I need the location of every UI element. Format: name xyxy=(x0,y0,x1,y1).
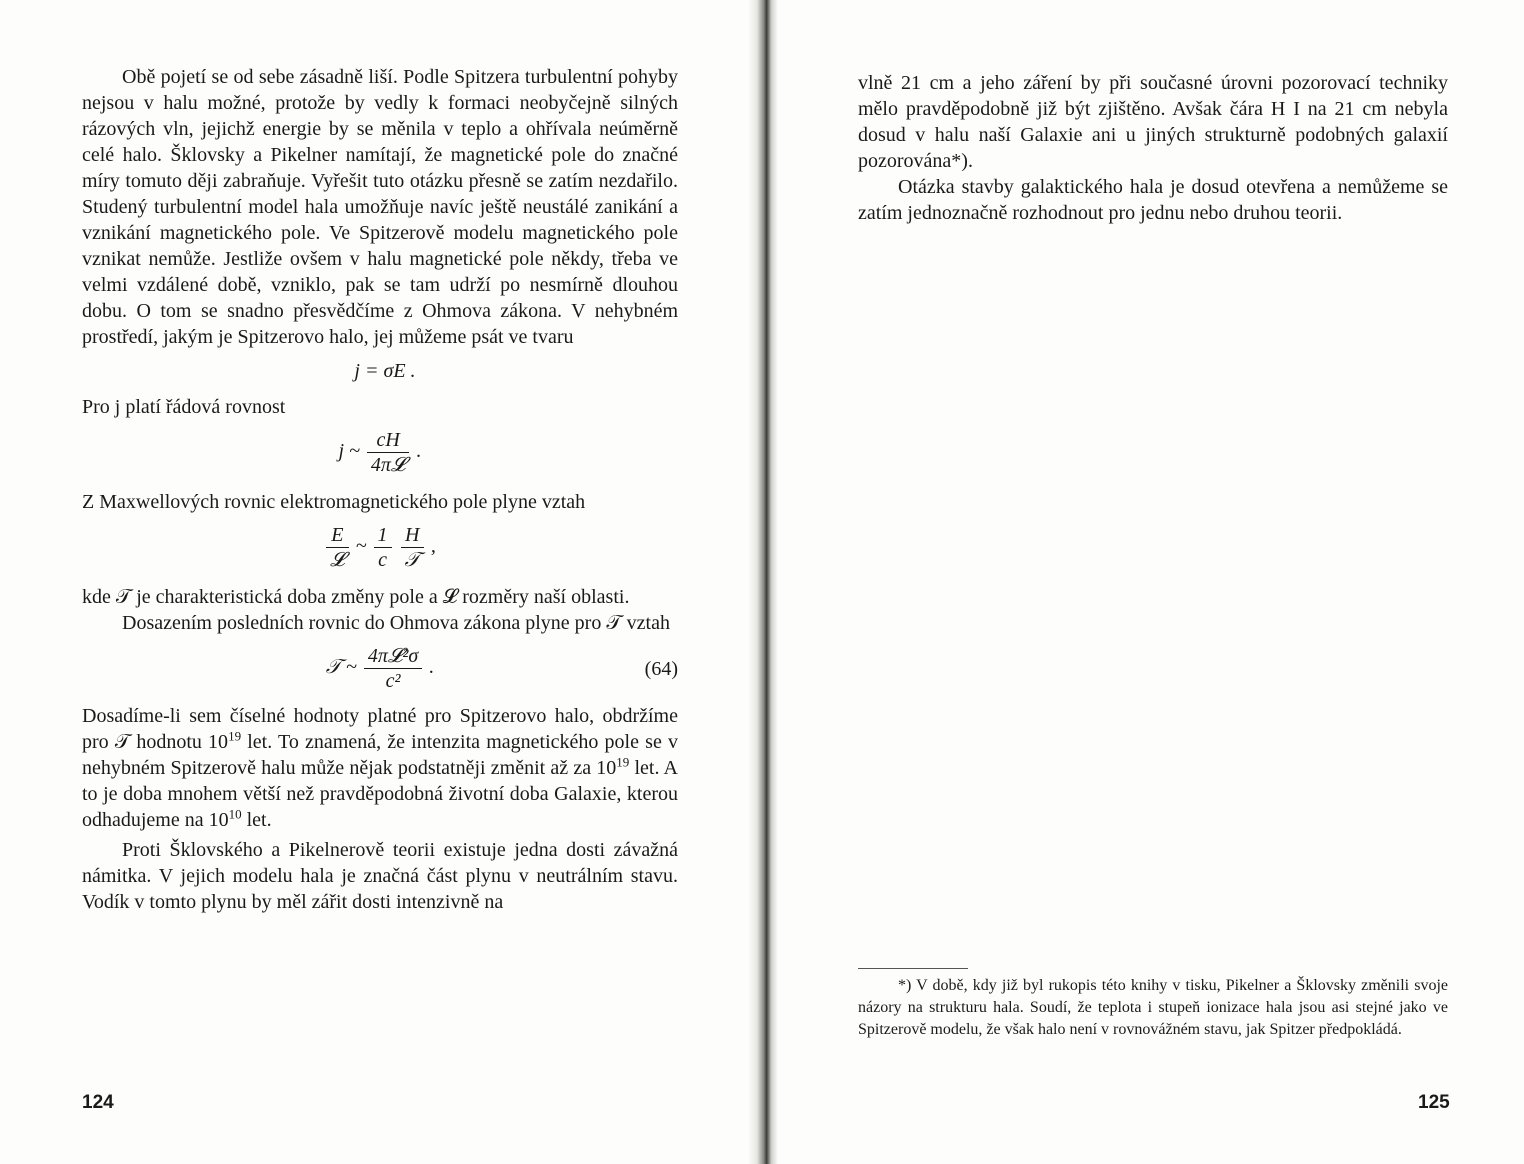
fraction-numerator: cH xyxy=(367,428,410,453)
paragraph: Z Maxwellových rovnic elektromagnetického pole plyne vztah xyxy=(82,491,586,513)
page-number: 124 xyxy=(82,1092,114,1113)
paragraph: Proti Šklovského a Pikelnerově teorii existuje jedna dosti závažná námitka. V jejich modelu hala je značná část plynu v neutrálním stavu. Vodík v tomto plynu by měl zářit dosti intenzivně na xyxy=(82,839,678,913)
equation-maxwell xyxy=(82,523,678,572)
text-run: let. A to je doba mnohem větší než pravděpodobná životní doba Galaxie, kterou odhadujeme na 10 xyxy=(82,757,678,831)
fraction xyxy=(367,428,410,477)
text-run: Dosadíme-li sem číselné hodnoty platné pro Spitzerovo halo, obdržíme pro 𝒯 hodnotu 10 xyxy=(82,705,678,753)
fraction-numerator: 4π𝓛²σ xyxy=(364,644,422,669)
equation-ohm: j = σE . xyxy=(354,360,416,382)
fraction-numerator: 1 xyxy=(374,523,392,548)
equation-current xyxy=(82,428,678,477)
eq-end: , xyxy=(430,535,436,558)
equation-number: (64) xyxy=(644,658,678,680)
paragraph: Dosazením posledních rovnic do Ohmova zákona plyne pro 𝒯 vztah xyxy=(122,612,670,634)
text-run: let. To znamená, že intenzita magnetického pole se v nehybném Spitzerově halu může nějak podstatněji změnit až za 10 xyxy=(82,731,678,779)
fraction-denominator: c xyxy=(378,549,387,571)
paragraph: Pro j platí řádová rovnost xyxy=(82,396,286,418)
page-number: 125 xyxy=(1418,1092,1450,1113)
left-page xyxy=(0,0,750,1164)
exponent: 10 xyxy=(228,806,242,822)
book-gutter xyxy=(748,0,778,1164)
fraction-numerator: E xyxy=(326,523,349,548)
paragraph: kde 𝒯 je charakteristická doba změny pole a 𝓛 rozměry naší oblasti. xyxy=(82,586,630,608)
exponent: 19 xyxy=(228,728,242,744)
paragraph xyxy=(82,703,678,833)
fraction-numerator: H xyxy=(401,523,424,548)
paragraph: Otázka stavby galaktického hala je dosud otevřena a nemůžeme se zatím jednoznačně rozhodnout pro jednu nebo druhou teorii. xyxy=(858,176,1448,224)
paragraph: vlně 21 cm a jeho záření by při současné úrovni pozorovací techniky mělo pravděpodobně již být zjištěno. Avšak čára H I na 21 cm nebyla dosud v halu naší Galaxie ani u jiných strukturně podobných galaxií pozorována*). xyxy=(858,72,1448,172)
fraction xyxy=(364,644,422,693)
eq-lhs: j ~ xyxy=(338,440,360,463)
fraction xyxy=(374,523,392,572)
left-text-block xyxy=(82,64,678,915)
right-text-block xyxy=(858,70,1448,226)
fraction-denominator: 4π𝓛 xyxy=(370,454,406,476)
paragraph: Obě pojetí se od sebe zásadně liší. Podle Spitzera turbulentní pohyby nejsou v halu možné, protože by vedly k formaci neobyčejně silných rázových vln, jejichž energie by se měnila v teplo a ohřívala neúměrně celé halo. Šklovsky a Pikelner namítají, že magnetické pole do značné míry tomuto ději zabraňuje. Vyřešit tuto otázku přesně se zatím nezdařilo. Studený turbulentní model hala umožňuje navíc ještě neustálé zanikání a vznikání magnetického pole. Ve Spitzerově modelu magnetického pole vznikat nemůže. Jestliže ovšem v halu magnetické pole někdy, třeba ve velmi vzdálené době, vzniklo, pak se tam udrží po nesmírně dlouhou dobu. O tom se snadno přesvědčíme z Ohmova zákona. V nehybném prostředí, jakým je Spitzerovo halo, jej můžeme psát ve tvaru xyxy=(82,66,678,348)
eq-relation: ~ xyxy=(355,535,367,558)
exponent: 19 xyxy=(616,754,630,770)
fraction xyxy=(326,523,349,572)
equation-64 xyxy=(82,644,678,693)
eq-end: . xyxy=(429,656,435,679)
text-run: let. xyxy=(241,809,272,831)
fraction xyxy=(401,523,424,572)
right-page xyxy=(778,0,1524,1164)
fraction-denominator: c² xyxy=(385,670,401,692)
eq-lhs: 𝒯 ~ xyxy=(325,656,357,679)
footnote-rule xyxy=(858,968,968,969)
fraction-denominator: 𝓛 xyxy=(330,549,345,571)
footnote: *) V době, kdy již byl rukopis této knihy v tisku, Pikelner a Šklovsky změnili svoje názory na strukturu hala. Soudí, že teplota i stupeň ionizace hala jsou asi stejné jako ve Spitzerově modelu, že však halo není v rovnovážném stavu, jak Spitzer předpokládá. xyxy=(858,977,1448,1038)
fraction-denominator: 𝒯 xyxy=(404,549,420,571)
eq-end: . xyxy=(416,440,422,463)
